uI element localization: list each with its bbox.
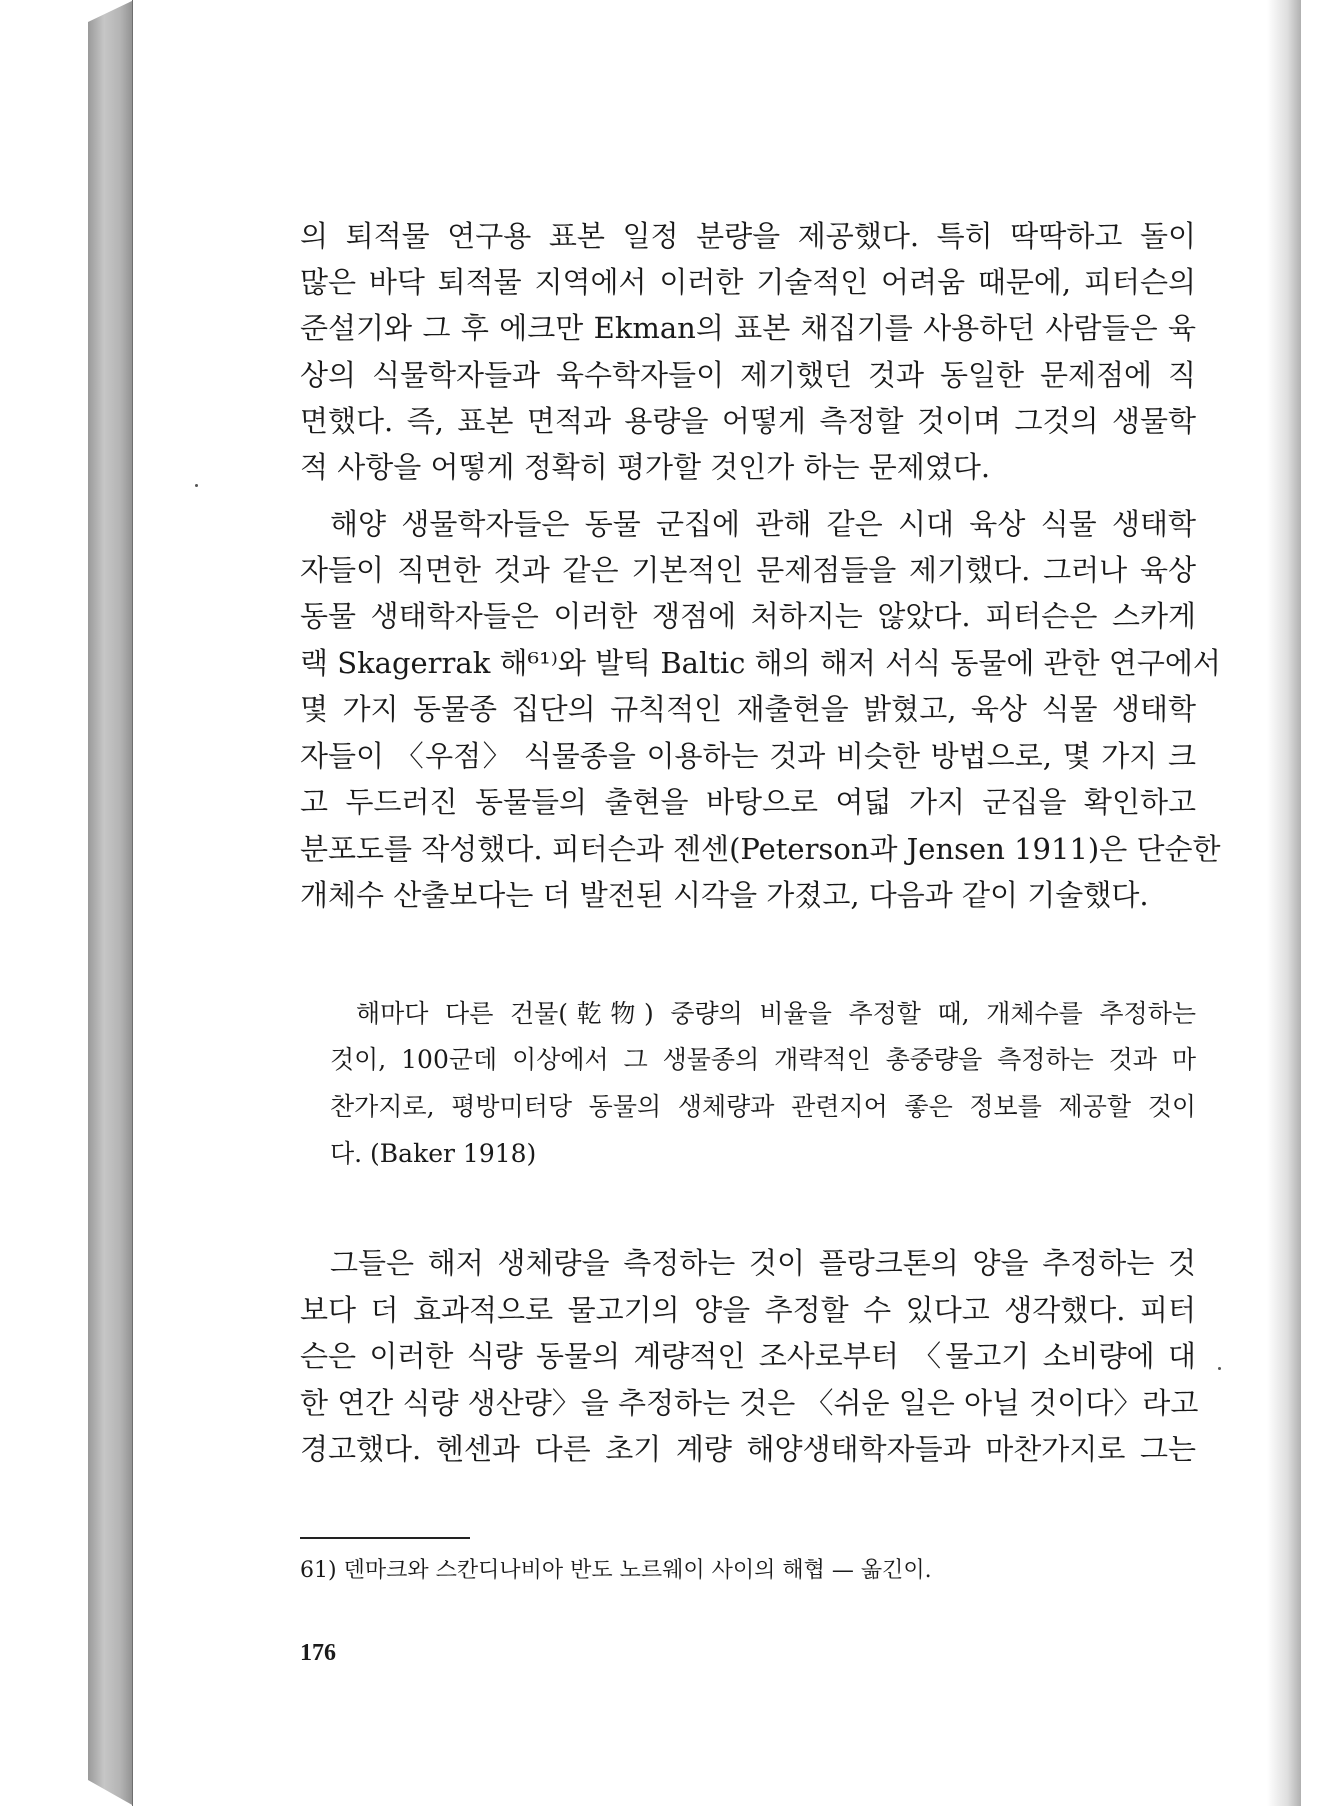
- text-line: 해양 생물학자들은 동물 군집에 관해 같은 시대 육상 식물 생태학: [330, 507, 1196, 541]
- text-line: 자들이 〈우점〉 식물종을 이용하는 것과 비슷한 방법으로, 몇 가지 크: [300, 739, 1196, 773]
- footnote-divider: [300, 1537, 470, 1539]
- page-number: 176: [300, 1640, 336, 1666]
- text-line: 면했다. 즉, 표본 면적과 용량을 어떻게 측정할 것이며 그것의 생물학: [300, 404, 1196, 438]
- text-line: 적 사항을 어떻게 정확히 평가할 것인가 하는 문제였다.: [300, 450, 991, 484]
- text-line: 자들이 직면한 것과 같은 기본적인 문제점들을 제기했다. 그러나 육상: [300, 553, 1196, 587]
- text-line: 슨은 이러한 식량 동물의 계량적인 조사로부터 〈물고기 소비량에 대: [300, 1339, 1196, 1373]
- text-line: 상의 식물학자들과 육수학자들이 제기했던 것과 동일한 문제점에 직: [300, 358, 1196, 392]
- book-spine-edge: [88, 0, 134, 1806]
- text-line: 준설기와 그 후 에크만 Ekman의 표본 채집기를 사용하던 사람들은 육: [300, 311, 1196, 345]
- text-line: 보다 더 효과적으로 물고기의 양을 추정할 수 있다고 생각했다. 피터: [300, 1293, 1196, 1327]
- text-line: 의 퇴적물 연구용 표본 일정 분량을 제공했다. 특히 딱딱하고 돌이: [300, 219, 1196, 253]
- text-line: 그들은 해저 생체량을 측정하는 것이 플랑크톤의 양을 추정하는 것: [330, 1246, 1196, 1280]
- text-line: 개체수 산출보다는 더 발전된 시각을 가졌고, 다음과 같이 기술했다.: [300, 878, 1149, 912]
- text-line: 동물 생태학자들은 이러한 쟁점에 처하지는 않았다. 피터슨은 스카게: [300, 599, 1196, 633]
- scan-speck: [195, 484, 198, 487]
- quote-line: 다. (Baker 1918): [330, 1139, 537, 1168]
- page-shadow: [1267, 0, 1301, 1806]
- text-line: 고 두드러진 동물들의 출현을 바탕으로 여덟 가지 군집을 확인하고: [300, 785, 1196, 819]
- quote-line: 찬가지로, 평방미터당 동물의 생체량과 관련지어 좋은 정보를 제공할 것이: [330, 1092, 1196, 1121]
- quote-line: 것이, 100군데 이상에서 그 생물종의 개략적인 총중량을 측정하는 것과 마: [330, 1045, 1196, 1074]
- text-line: 한 연간 식량 생산량〉을 추정하는 것은 〈쉬운 일은 아닐 것이다〉라고: [300, 1386, 1199, 1420]
- text-line: 경고했다. 헨센과 다른 초기 계량 해양생태학자들과 마찬가지로 그는: [300, 1432, 1196, 1466]
- footnote: 61) 덴마크와 스칸디나비아 반도 노르웨이 사이의 해협 — 옮긴이.: [300, 1558, 932, 1583]
- text-line: 많은 바닥 퇴적물 지역에서 이러한 기술적인 어려움 때문에, 피터슨의: [300, 265, 1196, 299]
- text-line: 랙 Skagerrak 해⁶¹⁾와 발틱 Baltic 해의 해저 서식 동물에 관한 연구에서: [300, 646, 1221, 680]
- text-line: 몇 가지 동물종 집단의 규칙적인 재출현을 밝혔고, 육상 식물 생태학: [300, 692, 1196, 726]
- text-line: 분포도를 작성했다. 피터슨과 젠센(Peterson과 Jensen 1911)은 단순한: [300, 832, 1221, 866]
- scan-speck: [1218, 1367, 1221, 1370]
- quote-line: 해마다 다른 건물(乾物) 중량의 비율을 추정할 때, 개체수를 추정하는: [356, 999, 1196, 1028]
